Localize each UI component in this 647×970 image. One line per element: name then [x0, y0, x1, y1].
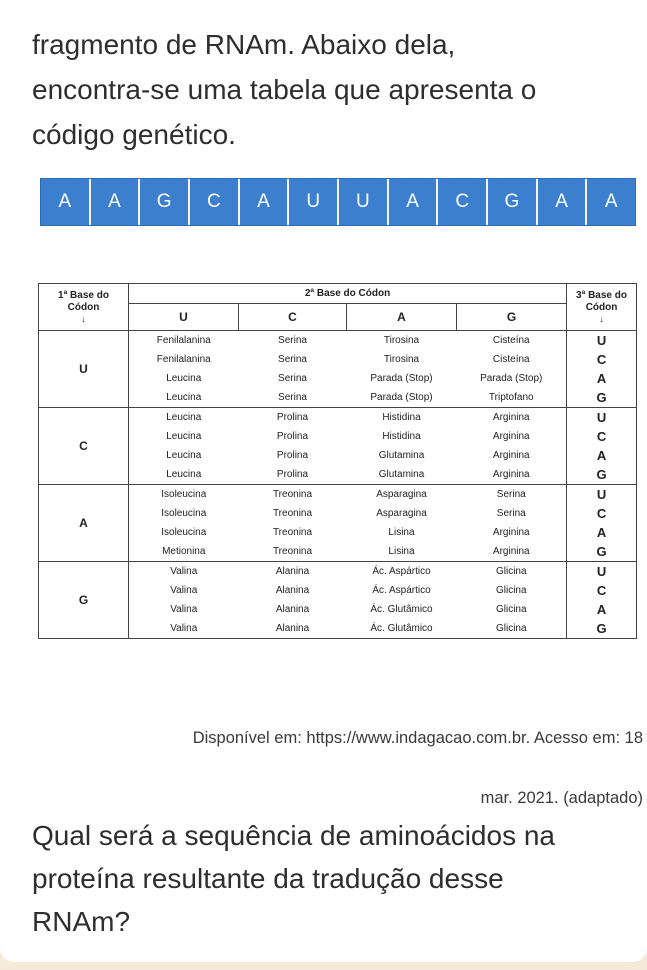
question-line: RNAm? — [32, 906, 131, 937]
sequence-base: A — [587, 179, 635, 225]
third-base-header: 3ª Base do Códon ↓ — [567, 284, 637, 331]
rna-sequence-strip — [40, 178, 636, 226]
amino-acid-cell: Arginina — [457, 408, 567, 428]
amino-acid-cell: Arginina — [457, 542, 567, 562]
down-arrow-icon: ↓ — [81, 314, 86, 324]
amino-acid-cell: Glicina — [457, 562, 567, 582]
amino-acid-cell: Prolina — [276, 449, 309, 461]
amino-acid-cell: Alanina — [239, 562, 347, 582]
sequence-base: A — [240, 179, 290, 225]
amino-acid-cell: Prolina — [276, 430, 309, 442]
first-base-cell: G — [39, 562, 129, 639]
amino-acid-cell: Ác. Aspártico — [372, 584, 431, 596]
table-row — [39, 600, 637, 619]
amino-acid-cell: Cisteína — [457, 331, 567, 351]
amino-acid-cell: Valina — [129, 619, 239, 639]
amino-acid-cell: Arginina — [492, 449, 530, 461]
amino-acid-cell: Leucina — [129, 427, 239, 446]
amino-acid-cell: Triptofano — [457, 388, 567, 408]
table-row — [39, 619, 637, 639]
source-citation — [23, 708, 643, 828]
table-row — [39, 427, 637, 446]
amino-acid-cell: Valina — [129, 562, 239, 582]
amino-acid-cell: Isoleucina — [129, 504, 239, 523]
first-base-header: 1ª Base do Códon ↓ — [39, 284, 129, 331]
sequence-base: U — [289, 179, 339, 225]
amino-acid-cell: Arginina — [457, 465, 567, 485]
amino-acid-cell: Valina — [129, 581, 239, 600]
amino-acid-cell: Leucina — [129, 369, 239, 388]
table-row — [39, 388, 637, 408]
question-line: Qual será a sequência de aminoácidos na — [32, 820, 556, 851]
amino-acid-cell: Prolina — [239, 408, 347, 428]
amino-acid-cell: Prolina — [239, 465, 347, 485]
amino-acid-cell: Glutamina — [347, 465, 457, 485]
source-line: mar. 2021. (adaptado) — [480, 789, 643, 807]
amino-acid-cell: Fenilalanina — [129, 350, 239, 369]
amino-acid-cell: Ác. Glutâmico — [370, 603, 433, 615]
intro-line: encontra-se uma tabela que apresenta o — [32, 74, 537, 105]
amino-acid-cell: Metionina — [129, 542, 239, 562]
amino-acid-cell: Ác. Aspártico — [347, 562, 457, 582]
amino-acid-cell: Leucina — [129, 408, 239, 428]
table-row — [39, 446, 637, 465]
amino-acid-cell: Leucina — [129, 446, 239, 465]
question-paragraph — [32, 814, 622, 943]
third-base-cell: G — [567, 542, 637, 562]
amino-acid-cell: Glicina — [495, 603, 527, 615]
down-arrow-icon: ↓ — [599, 314, 604, 324]
sequence-base: A — [389, 179, 439, 225]
sequence-base: A — [91, 179, 141, 225]
intro-line: fragmento de RNAm. Abaixo dela, — [32, 29, 456, 60]
third-base-cell: U — [567, 331, 637, 351]
amino-acid-cell: Isoleucina — [129, 485, 239, 505]
amino-acid-cell: Treonina — [272, 526, 313, 538]
intro-line: código genético. — [32, 119, 236, 150]
table-row — [39, 504, 637, 523]
amino-acid-cell: Parada (Stop) — [370, 372, 433, 384]
third-base-cell: U — [567, 408, 637, 428]
amino-acid-cell: Arginina — [492, 526, 530, 538]
amino-acid-cell: Tirosina — [347, 331, 457, 351]
sequence-base: C — [190, 179, 240, 225]
third-base-cell: G — [567, 465, 637, 485]
amino-acid-cell: Serina — [278, 353, 307, 365]
amino-acid-cell: Leucina — [129, 465, 239, 485]
amino-acid-cell: Cisteína — [492, 353, 530, 365]
amino-acid-cell: Ác. Glutâmico — [347, 619, 457, 639]
amino-acid-cell: Serina — [239, 388, 347, 408]
table-row — [39, 350, 637, 369]
sequence-base: G — [488, 179, 538, 225]
amino-acid-cell: Valina — [129, 600, 239, 619]
amino-acid-cell: Serina — [239, 331, 347, 351]
amino-acid-cell: Parada (Stop) — [347, 388, 457, 408]
amino-acid-cell: Serina — [496, 507, 526, 519]
table-row — [39, 369, 637, 388]
amino-acid-cell: Fenilalanina — [129, 331, 239, 351]
sequence-base: A — [538, 179, 588, 225]
sequence-base: C — [438, 179, 488, 225]
amino-acid-cell: Arginina — [492, 430, 530, 442]
source-line: Disponível em: https://www.indagacao.com.br. Acesso em: 18 — [192, 729, 643, 747]
column-header: G — [457, 304, 567, 331]
first-base-cell: C — [39, 408, 129, 485]
third-base-cell: C — [567, 504, 637, 523]
third-base-cell: A — [567, 523, 637, 542]
amino-acid-cell: Histidina — [347, 408, 457, 428]
third-base-cell: U — [567, 562, 637, 582]
third-base-cell: A — [567, 369, 637, 388]
intro-paragraph — [32, 22, 622, 157]
first-base-cell: A — [39, 485, 129, 562]
column-header: C — [239, 304, 347, 331]
third-base-cell: A — [567, 446, 637, 465]
amino-acid-cell: Glicina — [457, 619, 567, 639]
amino-acid-cell: Glutamina — [378, 449, 425, 461]
amino-acid-cell: Tirosina — [383, 353, 420, 365]
amino-acid-cell: Glicina — [495, 584, 527, 596]
amino-acid-cell: Lisina — [388, 526, 415, 538]
amino-acid-cell: Parada (Stop) — [480, 372, 543, 384]
table-row — [39, 485, 637, 505]
amino-acid-cell: Treonina — [272, 507, 313, 519]
amino-acid-cell: Treonina — [239, 485, 347, 505]
amino-acid-cell: Alanina — [275, 584, 310, 596]
third-base-cell: C — [567, 350, 637, 369]
amino-acid-cell: Alanina — [275, 603, 310, 615]
amino-acid-cell: Leucina — [129, 388, 239, 408]
sequence-base: A — [41, 179, 91, 225]
amino-acid-cell: Asparagina — [347, 485, 457, 505]
sequence-base: G — [140, 179, 190, 225]
table-row — [39, 408, 637, 428]
table-row — [39, 465, 637, 485]
table-row — [39, 542, 637, 562]
sequence-base: U — [339, 179, 389, 225]
amino-acid-cell: Asparagina — [376, 507, 427, 519]
table-row — [39, 331, 637, 351]
second-base-header: 2ª Base do Códon — [129, 284, 567, 304]
third-base-cell: G — [567, 619, 637, 639]
third-base-cell: A — [567, 600, 637, 619]
amino-acid-cell: Alanina — [239, 619, 347, 639]
amino-acid-cell: Treonina — [239, 542, 347, 562]
amino-acid-cell: Serina — [278, 372, 307, 384]
table-header-row — [39, 284, 637, 304]
third-base-cell: G — [567, 388, 637, 408]
table-row — [39, 562, 637, 582]
amino-acid-cell: Histidina — [382, 430, 421, 442]
table-column-row — [39, 304, 637, 331]
third-base-cell: C — [567, 581, 637, 600]
amino-acid-cell: Isoleucina — [129, 523, 239, 542]
column-header: U — [129, 304, 239, 331]
question-line: proteína resultante da tradução desse — [32, 863, 504, 894]
table-row — [39, 581, 637, 600]
third-base-cell: U — [567, 485, 637, 505]
genetic-code-table — [38, 283, 637, 639]
column-header: A — [347, 304, 457, 331]
amino-acid-cell: Serina — [457, 485, 567, 505]
table-row — [39, 523, 637, 542]
third-base-cell: C — [567, 427, 637, 446]
first-base-cell: U — [39, 331, 129, 408]
amino-acid-cell: Lisina — [347, 542, 457, 562]
